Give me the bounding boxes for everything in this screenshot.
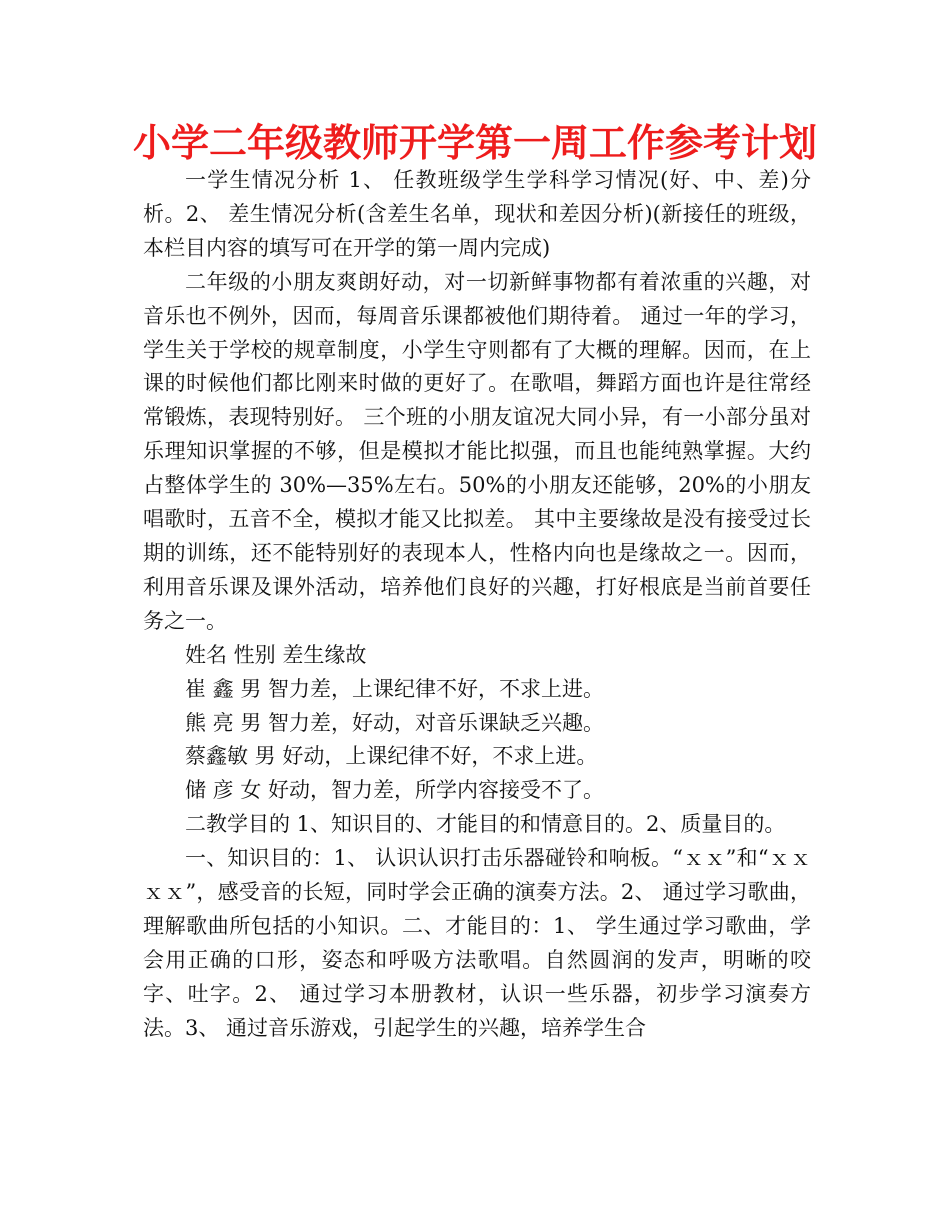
student-list-row: 熊 亮 男 智力差，好动，对音乐课缺乏兴趣。 bbox=[185, 710, 605, 735]
paragraph-class-situation: 二年级的小朋友爽朗好动，对一切新鲜事物都有着浓重的兴趣，对音乐也不例外，因而，每周音乐课都被他们期待着。 通过一年的学习，学生关于学校的规章制度，小学生守则都有了大概的理解。因而，在上课的时候他们都比刚来时做的更好了。在歌唱，舞蹈方面也许是往常经常锻炼，表现特别好。 三个班的小朋友谊况大同小异，有一小部分虽对乐理知识掌握的不够，但是模拟才能比拟强，而且也能纯熟掌握。大约占整体学生的 30%—35%左右。50%的小朋友还能够，20%的小朋友唱歌时，五音不全，模拟才能又比拟差。 其中主要缘故是没有接受过长期的训练，还不能特别好的表现本人，性格内向也是缘故之一。因而，利用音乐课及课外活动，培养他们良好的兴趣，打好根底是当前首要任务之一。 bbox=[143, 269, 811, 633]
paragraph-goal-details: 一、知识目的：1、 认识认识打击乐器碰铃和响板。“ｘｘ”和“ｘｘｘｘ”，感受音的长短，同时学会正确的演奏方法。2、 通过学习歌曲，理解歌曲所包括的小知识。二、才能目的：1、 学生通过学习歌曲，学会用正确的口形，姿态和呼吸方法歌唱。自然圆润的发声，明晰的咬字、吐字。2、 通过学习本册教材，认识一些乐器，初步学习演奏方法。3、 通过音乐游戏，引起学生的兴趣，培养学生合 bbox=[143, 846, 811, 1040]
paragraph-student-analysis: 一学生情况分析 1、 任教班级学生学科学习情况(好、中、差)分析。2、 差生情况分析(含差生名单，现状和差因分析)(新接任的班级，本栏目内容的填写可在开学的第一周内完成) bbox=[143, 168, 811, 260]
student-list-header: 姓名 性别 差生缘故 bbox=[185, 642, 367, 667]
student-list-row: 崔 鑫 男 智力差，上课纪律不好，不求上进。 bbox=[185, 676, 605, 701]
paragraph-teaching-goals: 二教学目的 1、知识目的、才能目的和情意目的。2、质量目的。 bbox=[185, 812, 786, 837]
document-title: 小学二年级教师开学第一周工作参考计划 bbox=[132, 121, 817, 165]
student-list-row: 蔡鑫敏 男 好动，上课纪律不好，不求上进。 bbox=[185, 744, 598, 769]
student-list bbox=[143, 639, 811, 809]
document-body bbox=[143, 164, 811, 1046]
student-list-row: 储 彦 女 好动，智力差，所学内容接受不了。 bbox=[185, 778, 605, 803]
